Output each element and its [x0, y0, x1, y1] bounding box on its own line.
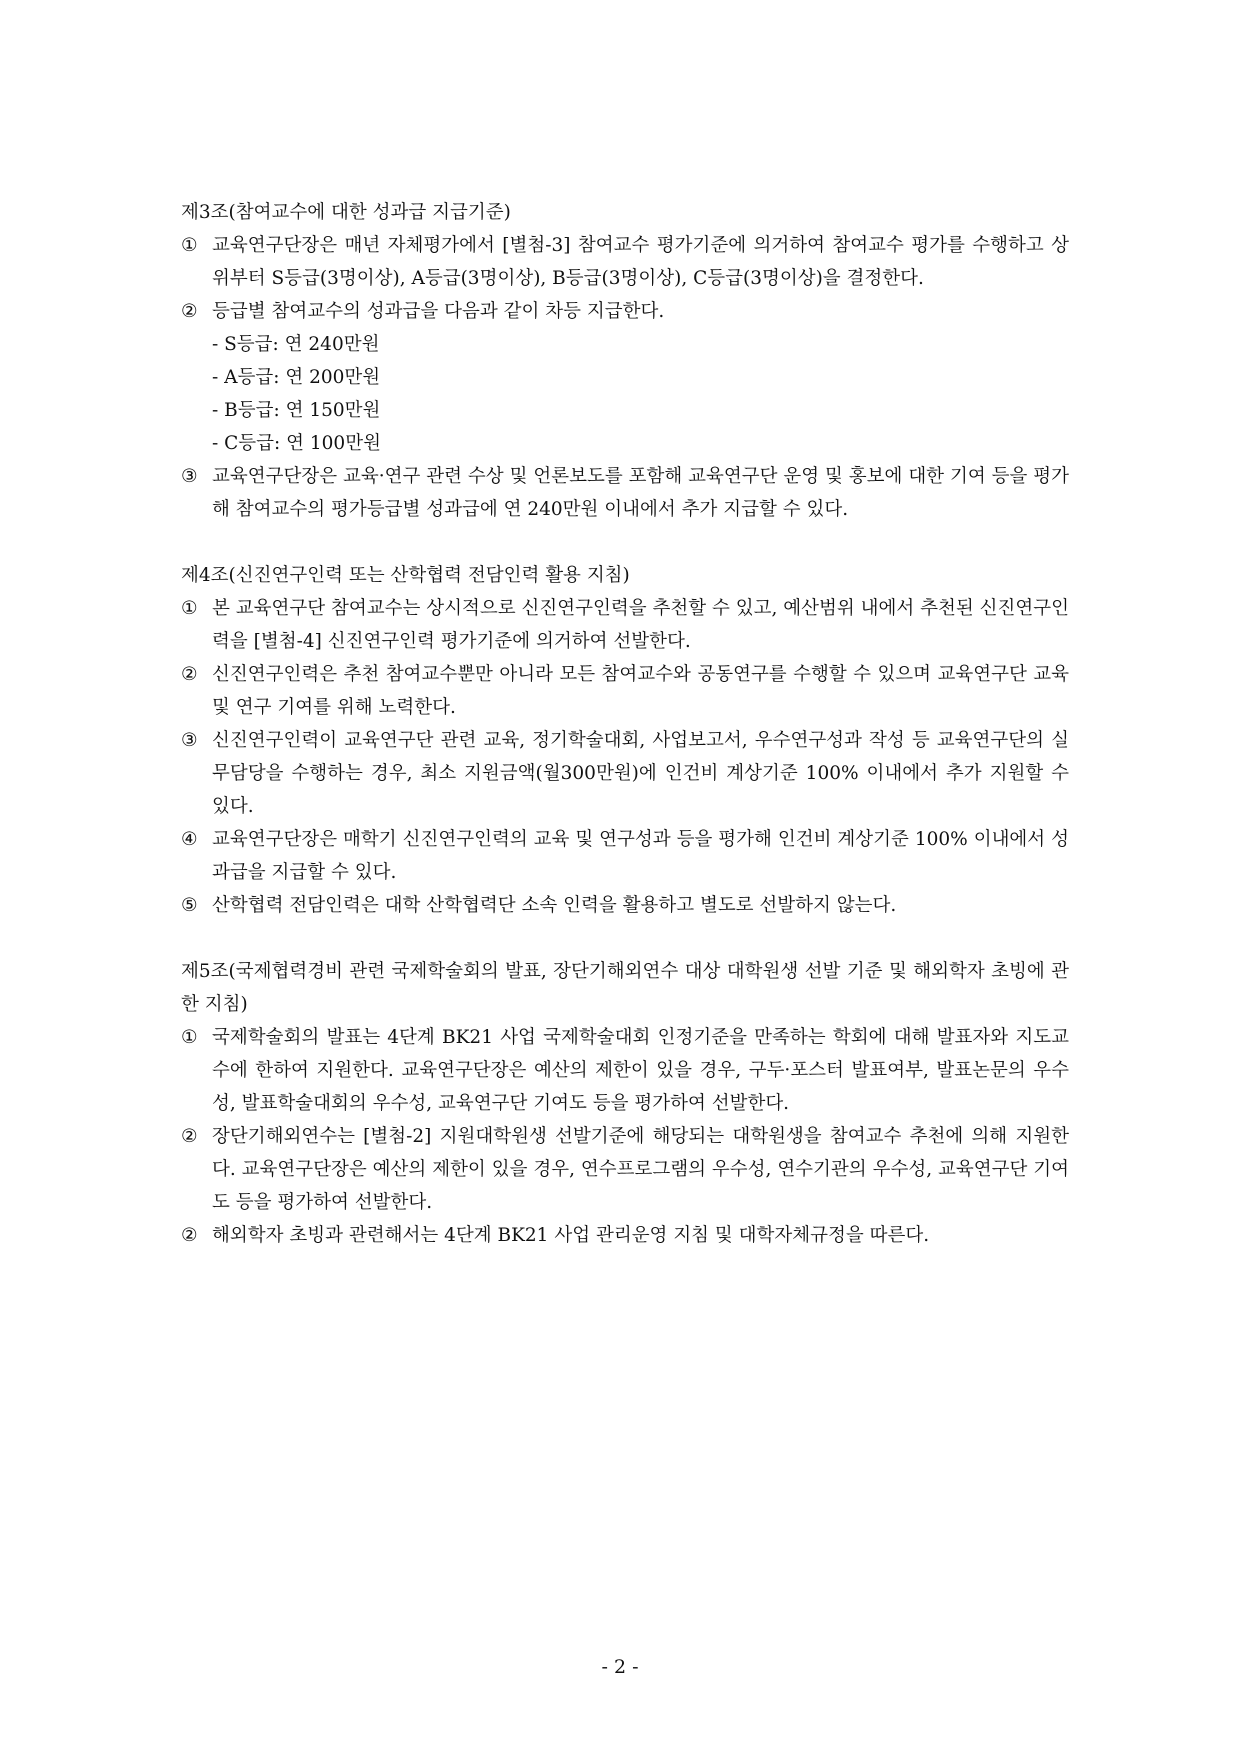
list-item [181, 295, 1069, 328]
list-item [181, 658, 1069, 724]
item-text: 해외학자 초빙과 관련해서는 4단계 BK21 사업 관리운영 지침 및 대학자체규정을 따른다. [212, 1225, 930, 1246]
list-item [181, 1021, 1069, 1120]
item-number: ② [181, 664, 198, 685]
item-text: 교육연구단장은 매학기 신진연구인력의 교육 및 연구성과 등을 평가해 인건비 계상기준 100% 이내에서 성과급을 지급할 수 있다. [212, 829, 1069, 883]
article-title: 제5조(국제협력경비 관련 국제학술회의 발표, 장단기해외연수 대상 대학원생 선발 기준 및 해외학자 초빙에 관한 지침) [181, 961, 1069, 1015]
list-item [181, 592, 1069, 658]
item-number: ③ [181, 730, 198, 751]
item-text: 교육연구단장은 교육·연구 관련 수상 및 언론보도를 포함해 교육연구단 운영 및 홍보에 대한 기여 등을 평가해 참여교수의 평가등급별 성과급에 연 240만원 이내에서 추가 지급할 수 있다. [212, 466, 1069, 520]
article-title: 제4조(신진연구인력 또는 산학협력 전담인력 활용 지침) [181, 565, 630, 586]
item-number: ⑤ [181, 895, 198, 916]
list-item [181, 229, 1069, 295]
page-number: - 2 - [601, 1656, 639, 1678]
item-text: 신진연구인력이 교육연구단 관련 교육, 정기학술대회, 사업보고서, 우수연구성과 작성 등 교육연구단의 실무담당을 수행하는 경우, 최소 지원금액(월300만원)에 인건비 계상기준 100% 이내에서 추가 지원할 수 있다. [212, 730, 1069, 817]
list-item [181, 460, 1069, 526]
item-text: 신진연구인력은 추천 참여교수뿐만 아니라 모든 참여교수와 공동연구를 수행할 수 있으며 교육연구단 교육 및 연구 기여를 위해 노력한다. [212, 664, 1069, 718]
sub-item: - B등급: 연 150만원 [212, 400, 381, 421]
item-number: ④ [181, 829, 198, 850]
item-number: ② [181, 301, 198, 322]
item-number: ① [181, 235, 198, 256]
item-text: 교육연구단장은 매년 자체평가에서 [별첨-3] 참여교수 평가기준에 의거하여 참여교수 평가를 수행하고 상위부터 S등급(3명이상), A등급(3명이상), B등급(3명이상), C등급(3명이상)을 결정한다. [212, 235, 1069, 289]
list-item [181, 889, 1069, 922]
item-text: 등급별 참여교수의 성과급을 다음과 같이 차등 지급한다. [212, 301, 665, 322]
list-item [181, 1120, 1069, 1219]
article-5 [181, 955, 1069, 1252]
sub-item: - A등급: 연 200만원 [212, 367, 381, 388]
item-number: ③ [181, 466, 198, 487]
item-number: ② [181, 1225, 198, 1246]
sub-item: - C등급: 연 100만원 [212, 433, 381, 454]
sub-item: - S등급: 연 240만원 [212, 334, 380, 355]
item-number: ② [181, 1126, 198, 1147]
list-item [181, 1219, 1069, 1252]
article-title: 제3조(참여교수에 대한 성과급 지급기준) [181, 202, 511, 223]
item-text: 장단기해외연수는 [별첨-2] 지원대학원생 선발기준에 해당되는 대학원생을 참여교수 추천에 의해 지원한다. 교육연구단장은 예산의 제한이 있을 경우, 연수프로그램의 우수성, 연수기관의 우수성, 교육연구단 기여도 등을 평가하여 선발한다. [212, 1126, 1069, 1213]
item-number: ① [181, 1027, 198, 1048]
article-3 [181, 196, 1069, 526]
article-4 [181, 559, 1069, 922]
list-item [181, 724, 1069, 823]
item-text: 산학협력 전담인력은 대학 산학협력단 소속 인력을 활용하고 별도로 선발하지 않는다. [212, 895, 897, 916]
list-item [181, 823, 1069, 889]
item-number: ① [181, 598, 198, 619]
document-body [181, 196, 1069, 1285]
item-text: 국제학술회의 발표는 4단계 BK21 사업 국제학술대회 인정기준을 만족하는 학회에 대해 발표자와 지도교수에 한하여 지원한다. 교육연구단장은 예산의 제한이 있을 경우, 구두·포스터 발표여부, 발표논문의 우수성, 발표학술대회의 우수성, 교육연구단 기여도 등을 평가하여 선발한다. [212, 1027, 1069, 1114]
item-text: 본 교육연구단 참여교수는 상시적으로 신진연구인력을 추천할 수 있고, 예산범위 내에서 추천된 신진연구인력을 [별첨-4] 신진연구인력 평가기준에 의거하여 선발한다. [212, 598, 1069, 652]
